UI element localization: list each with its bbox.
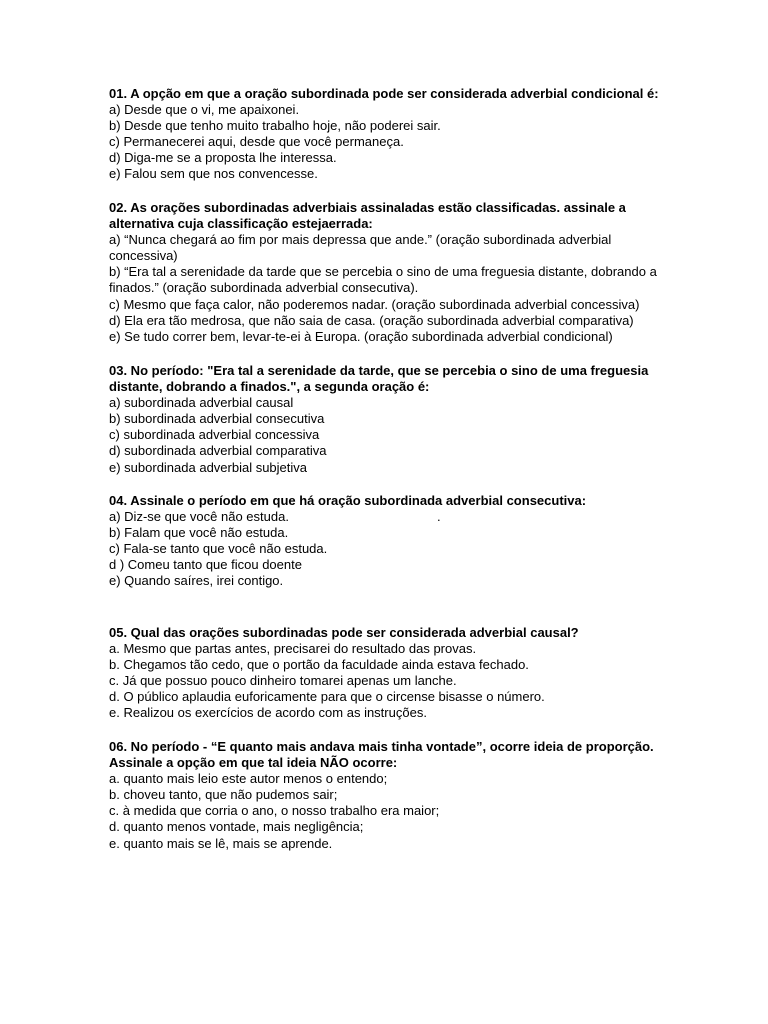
question-title: 04. Assinale o período em que há oração subordinada adverbial consecutiva: bbox=[109, 493, 587, 508]
question-5 bbox=[109, 625, 669, 722]
option-d: d. O público aplaudia euforicamente para que o circense bisasse o número. bbox=[109, 689, 545, 705]
question-title: 06. No período - “E quanto mais andava mais tinha vontade”, ocorre ideia de proporção. Assinale a opção em que tal ideia NÃO ocorre: bbox=[109, 739, 654, 771]
option-e: e) Quando saíres, irei contigo. bbox=[109, 573, 284, 589]
option-b: b) “Era tal a serenidade da tarde que se percebia o sino de uma freguesia distante, dobrando a finados.” (oração subordinada adverbial consecutiva). bbox=[109, 264, 661, 296]
question-3 bbox=[109, 363, 669, 476]
option-e: e) subordinada adverbial subjetiva bbox=[109, 459, 308, 475]
question-title: 05. Qual das orações subordinadas pode ser considerada adverbial causal? bbox=[109, 625, 579, 640]
question-1 bbox=[109, 86, 669, 183]
option-d: d) Ela era tão medrosa, que não saia de casa. (oração subordinada adverbial comparativa) bbox=[109, 312, 634, 328]
question-4 bbox=[109, 493, 669, 590]
question-6 bbox=[109, 739, 669, 852]
option-e: e. Realizou os exercícios de acordo com as instruções. bbox=[109, 705, 427, 721]
question-2 bbox=[109, 200, 669, 345]
option-e: e) Se tudo correr bem, levar-te-ei à Europa. (oração subordinada adverbial condicional) bbox=[109, 328, 613, 344]
option-a: a) Diz-se que você não estuda. . bbox=[109, 509, 441, 525]
option-c: c) Permanecerei aqui, desde que você permaneça. bbox=[109, 134, 404, 150]
question-title: 03. No período: "Era tal a serenidade da tarde, que se percebia o sino de uma freguesia distante, dobrando a finados.", a segunda oração é: bbox=[109, 363, 649, 395]
option-b: b) Desde que tenho muito trabalho hoje, não poderei sair. bbox=[109, 118, 441, 134]
option-c: c. Já que possuo pouco dinheiro tomarei apenas um lanche. bbox=[109, 673, 457, 689]
option-c: c. à medida que corria o ano, o nosso trabalho era maior; bbox=[109, 803, 440, 819]
option-e: e. quanto mais se lê, mais se aprende. bbox=[109, 835, 333, 851]
option-d: d ) Comeu tanto que ficou doente bbox=[109, 557, 302, 573]
option-a: a) subordinada adverbial causal bbox=[109, 395, 294, 411]
option-c: c) subordinada adverbial concessiva bbox=[109, 427, 320, 443]
option-b: b) Falam que você não estuda. bbox=[109, 525, 289, 541]
option-c: c) Mesmo que faça calor, não poderemos nadar. (oração subordinada adverbial concessiva) bbox=[109, 296, 640, 312]
option-d: d. quanto menos vontade, mais negligência; bbox=[109, 819, 364, 835]
option-a: a. Mesmo que partas antes, precisarei do resultado das provas. bbox=[109, 641, 477, 657]
question-title: 02. As orações subordinadas adverbiais assinaladas estão classificadas. assinale a alternativa cuja classificação estejaerrada: bbox=[109, 200, 626, 232]
option-a: a) Desde que o vi, me apaixonei. bbox=[109, 102, 300, 118]
option-a: a. quanto mais leio este autor menos o entendo; bbox=[109, 771, 388, 787]
option-c: c) Fala-se tanto que você não estuda. bbox=[109, 541, 328, 557]
question-title: 01. A opção em que a oração subordinada pode ser considerada adverbial condicional é: bbox=[109, 86, 659, 101]
option-b: b. Chegamos tão cedo, que o portão da faculdade ainda estava fechado. bbox=[109, 657, 529, 673]
option-d: d) subordinada adverbial comparativa bbox=[109, 443, 327, 459]
option-a: a) “Nunca chegará ao fim por mais depressa que ande.” (oração subordinada adverbial concessiva) bbox=[109, 232, 615, 264]
option-e: e) Falou sem que nos convencesse. bbox=[109, 166, 318, 182]
option-b: b) subordinada adverbial consecutiva bbox=[109, 411, 325, 427]
option-b: b. choveu tanto, que não pudemos sair; bbox=[109, 787, 338, 803]
option-d: d) Diga-me se a proposta lhe interessa. bbox=[109, 150, 337, 166]
